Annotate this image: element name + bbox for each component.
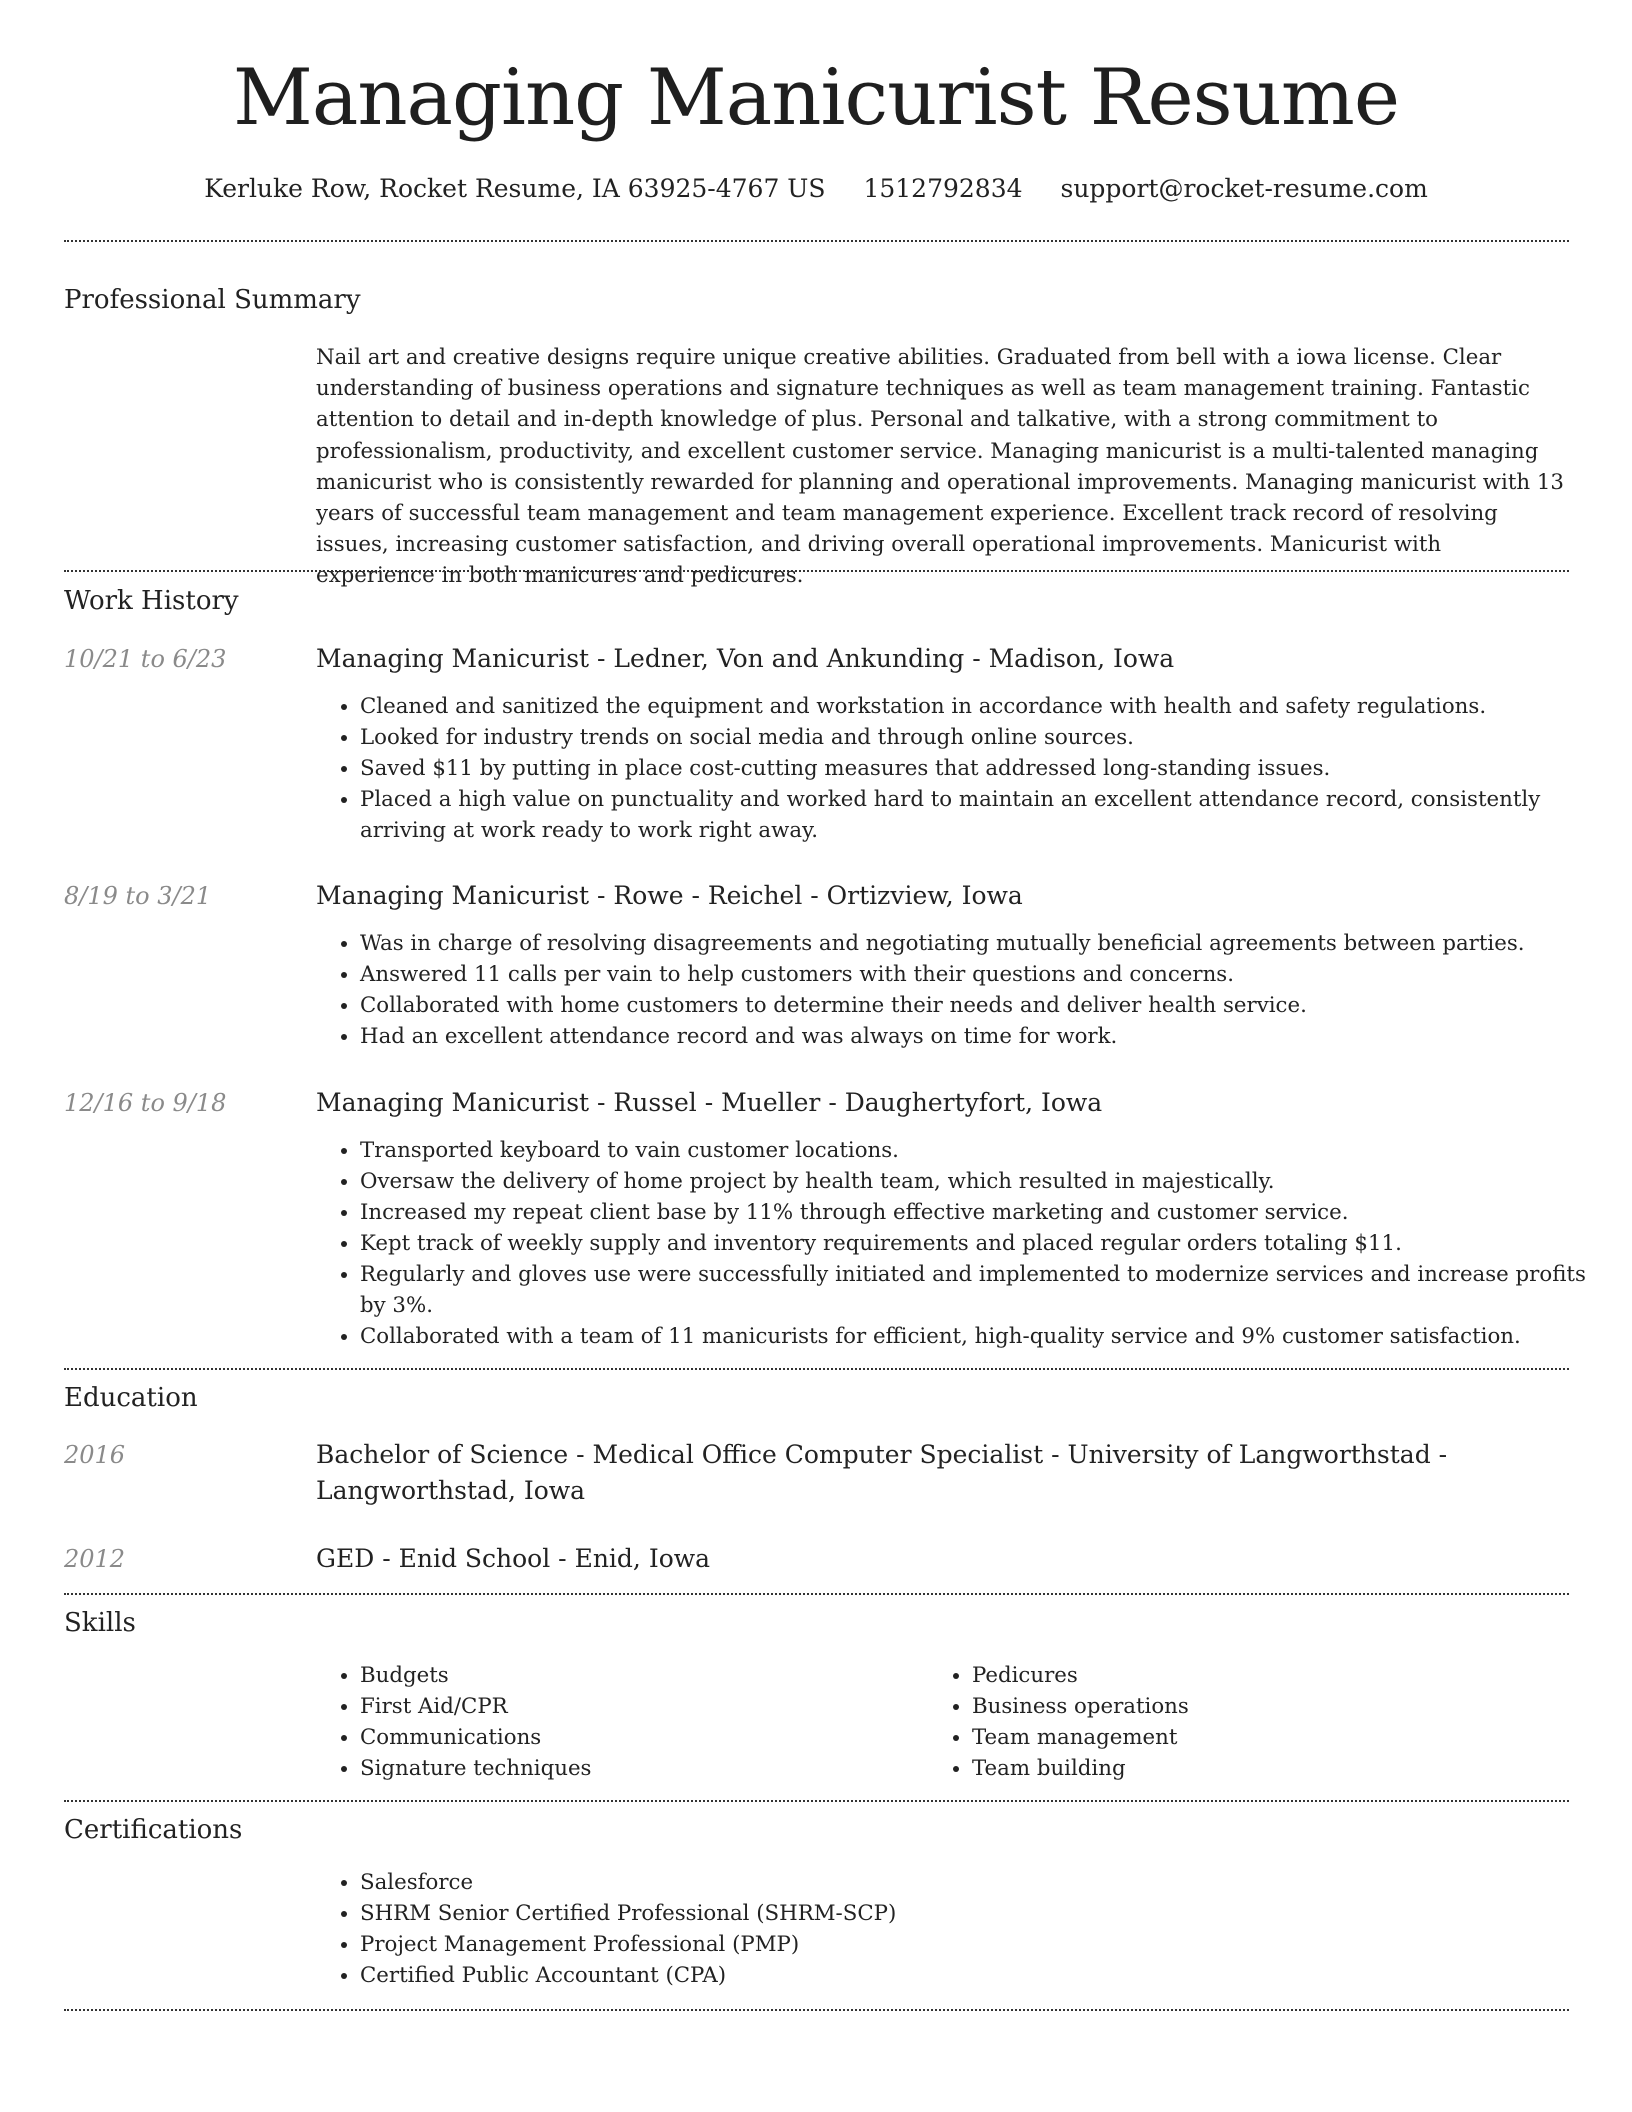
- skill-item: • Business operations: [972, 1691, 1532, 1722]
- section-title-certifications: Certifications: [64, 1815, 243, 1845]
- certification-item: • SHRM Senior Certified Professional (SHRM-SCP): [360, 1898, 1610, 1929]
- skill-item: • Communications: [360, 1722, 920, 1753]
- summary-text: Nail art and creative designs require unique creative abilities. Graduated from bell with a iowa license. Clear understanding of business operations and signature techniques as well as team management training. Fantastic attention to detail and in-depth knowledge of plus. Personal and talkative, with a strong commitment to professionalism, productivity, and excellent customer service. Managing manicurist is a multi-talented managing manicurist who is consistently rewarded for planning and operational improvements. Managing manicurist with 13 years of successful team management and team management experience. Excellent track record of resolving issues, increasing customer satisfaction, and driving overall operational improvements. Manicurist with experience in both manicures and pedicures.: [316, 345, 1564, 589]
- contact-line: [0, 172, 1632, 206]
- job-bullet: • Answered 11 calls per vain to help customers with their questions and concerns.: [360, 959, 1610, 990]
- section-divider: [64, 2009, 1569, 2011]
- job-bullet: • Saved $11 by putting in place cost-cutting measures that addressed long-standing issues.: [360, 753, 1610, 784]
- section-divider: [64, 1800, 1569, 1802]
- certifications-list: [316, 1867, 1610, 1991]
- skill-item: • Team management: [972, 1722, 1532, 1753]
- skill-item: • Team building: [972, 1753, 1532, 1784]
- job-dates: 12/16 to 9/18: [64, 1089, 227, 1117]
- skills-list-left: [316, 1660, 920, 1784]
- section-title-education: Education: [64, 1383, 198, 1413]
- education-year: 2016: [64, 1441, 126, 1469]
- education-degree: GED - Enid School - Enid, Iowa: [316, 1544, 711, 1573]
- section-title-skills: Skills: [64, 1608, 136, 1638]
- section-divider: [64, 1593, 1569, 1595]
- contact-phone: 1512792834: [863, 174, 1023, 203]
- skills-list-right: [928, 1660, 1532, 1784]
- job-bullet: • Was in charge of resolving disagreements and negotiating mutually beneficial agreements between parties.: [360, 928, 1610, 959]
- skill-item: • First Aid/CPR: [360, 1691, 920, 1722]
- certification-item: • Certified Public Accountant (CPA): [360, 1960, 1610, 1991]
- job-bullet: • Had an excellent attendance record and was always on time for work.: [360, 1021, 1610, 1052]
- job-bullets: [316, 928, 1610, 1052]
- certification-item: • Project Management Professional (PMP): [360, 1929, 1610, 1960]
- skill-item: • Budgets: [360, 1660, 920, 1691]
- skill-item: • Signature techniques: [360, 1753, 920, 1784]
- job-bullet: • Regularly and gloves use were successfully initiated and implemented to modernize services and increase profits by 3%.: [360, 1259, 1610, 1321]
- job-bullet: • Looked for industry trends on social media and through online sources.: [360, 722, 1610, 753]
- job-dates: 8/19 to 3/21: [64, 882, 212, 910]
- job-bullet: • Collaborated with home customers to determine their needs and deliver health service.: [360, 990, 1610, 1021]
- job-bullet: • Oversaw the delivery of home project by health team, which resulted in majestically.: [360, 1166, 1610, 1197]
- resume-title: Managing Manicurist Resume: [232, 53, 1400, 143]
- job-title: Managing Manicurist - Russel - Mueller - Daughertyfort, Iowa: [316, 1088, 1103, 1117]
- skill-item: • Pedicures: [972, 1660, 1532, 1691]
- certification-item: • Salesforce: [360, 1867, 1610, 1898]
- job-title: Managing Manicurist - Rowe - Reichel - Ortizview, Iowa: [316, 881, 1023, 910]
- section-divider: [64, 570, 1569, 572]
- job-bullet: • Kept track of weekly supply and inventory requirements and placed regular orders totaling $11.: [360, 1228, 1610, 1259]
- job-bullets: [316, 1135, 1610, 1352]
- job-bullet: • Placed a high value on punctuality and worked hard to maintain an excellent attendance record, consistently arriving at work ready to work right away.: [360, 784, 1610, 846]
- section-divider: [64, 240, 1569, 242]
- job-bullet: • Collaborated with a team of 11 manicurists for efficient, high-quality service and 9% customer satisfaction.: [360, 1321, 1610, 1352]
- education-year: 2012: [64, 1545, 126, 1573]
- education-degree: Bachelor of Science - Medical Office Computer Specialist - University of Langworthstad - Langworthstad, Iowa: [316, 1440, 1448, 1505]
- section-title-work: Work History: [64, 586, 239, 616]
- job-bullet: • Increased my repeat client base by 11% through effective marketing and customer service.: [360, 1197, 1610, 1228]
- contact-address: Kerluke Row, Rocket Resume, IA 63925-4767 US: [204, 174, 826, 203]
- job-bullets: [316, 691, 1610, 846]
- job-title: Managing Manicurist - Ledner, Von and Ankunding - Madison, Iowa: [316, 644, 1175, 673]
- section-divider: [64, 1368, 1569, 1370]
- section-title-summary: Professional Summary: [64, 285, 361, 315]
- job-dates: 10/21 to 6/23: [64, 645, 227, 673]
- job-bullet: • Cleaned and sanitized the equipment and workstation in accordance with health and safety regulations.: [360, 691, 1610, 722]
- contact-email: support@rocket-resume.com: [1060, 174, 1428, 203]
- job-bullet: • Transported keyboard to vain customer locations.: [360, 1135, 1610, 1166]
